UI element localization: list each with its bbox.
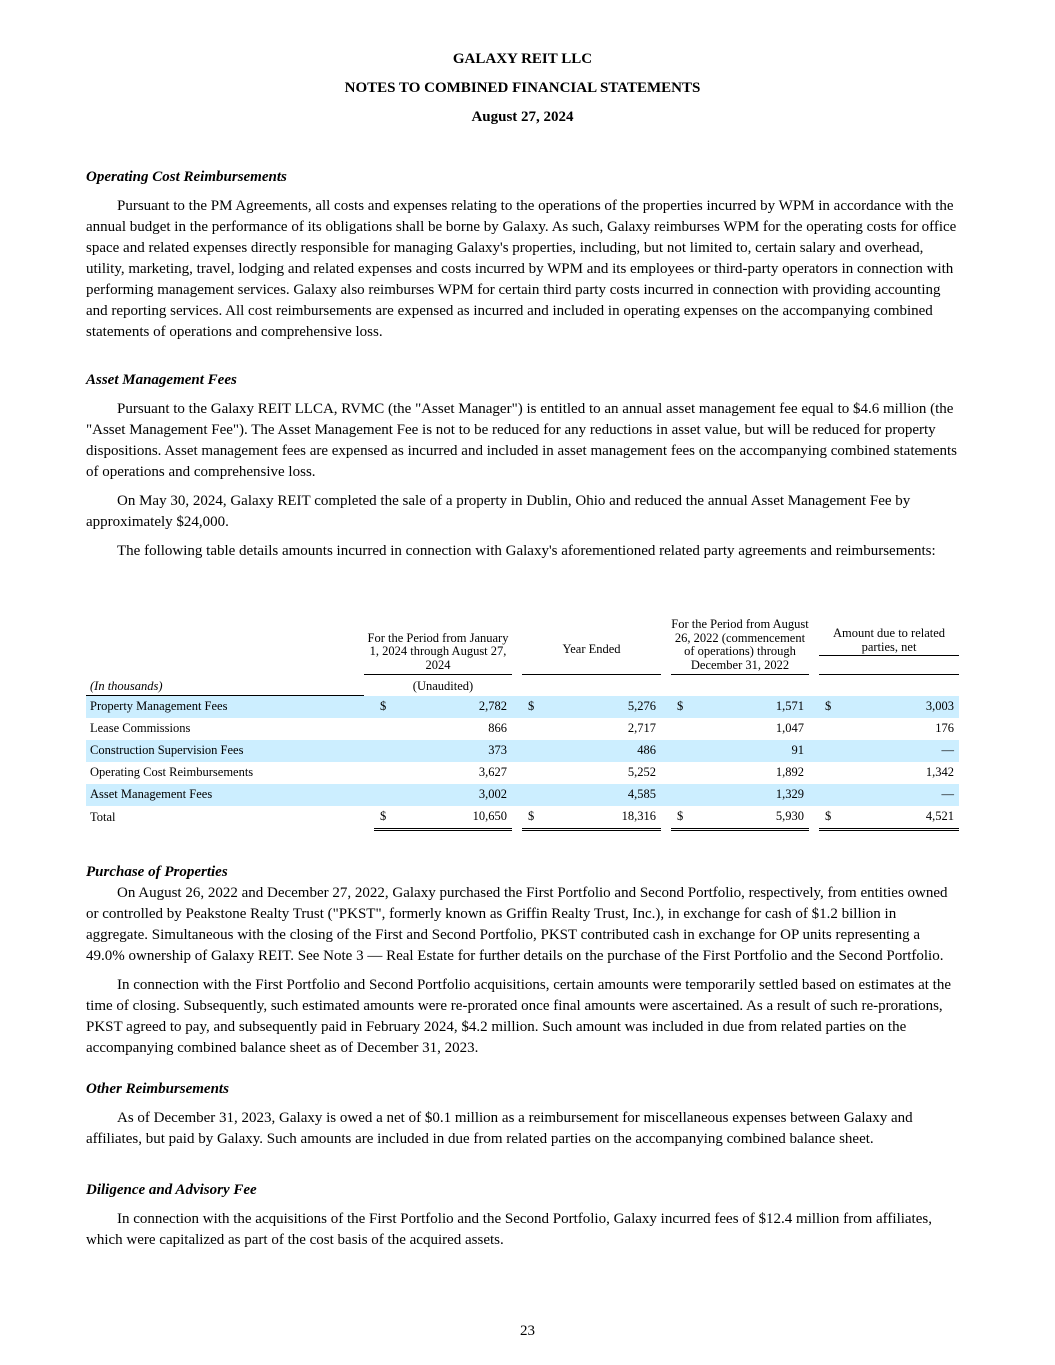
currency-symbol: $ xyxy=(671,696,686,719)
section-other-reimbursements xyxy=(86,1079,959,1150)
section-diligence xyxy=(86,1180,959,1251)
spacer xyxy=(809,784,819,806)
currency-symbol xyxy=(819,762,834,784)
value-cell: 3,003 xyxy=(834,696,959,719)
value-cell: 1,329 xyxy=(686,784,809,806)
value-cell: 10,650 xyxy=(389,806,512,830)
spacer xyxy=(512,806,522,830)
value-cell: 1,892 xyxy=(775,765,804,780)
spacer xyxy=(364,806,374,830)
value-cell: 4,521 xyxy=(834,806,959,830)
paragraph: On August 26, 2022 and December 27, 2022, Galaxy purchased the First Portfolio and Second Portfolio, respectively, from entities owned or controlled by Peakstone Realty Trust ("PKST", formerly known as Griffin Realty Trust, Inc.), in exchange for cash of $1.2 billion in aggregate. Simultaneous with the closing of the First and Second Portfolio, PKST contributed cash in exchange for OP units representing a 49.0% ownership of Galaxy REIT. See Note 3 — Real Estate for further details on the purchase of the First Portfolio and the Second Portfolio. xyxy=(86,885,948,964)
value-cell: 5,930 xyxy=(686,806,809,830)
section-title: Other Reimbursements xyxy=(86,1081,229,1097)
paragraph: In connection with the acquisitions of the First Portfolio and the Second Portfolio, Galaxy incurred fees of $12.4 million from affiliates, which were capitalized as part of the cost basis of the acquired assets. xyxy=(86,1211,932,1248)
table-row xyxy=(86,762,959,784)
value-cell: — xyxy=(834,784,959,806)
currency-symbol: $ xyxy=(522,696,537,719)
spacer xyxy=(809,696,819,719)
spacer xyxy=(364,740,374,762)
section-operating-cost xyxy=(86,167,959,343)
paragraph: In connection with the First Portfolio and Second Portfolio acquisitions, certain amounts were temporarily settled based on estimates at the time of closing. Subsequently, such estimated amounts were re-prorated once final amounts were ascertained. As a result of such re-prorations, PKST agreed to pay, and subsequently paid in February 2024, $4.2 million. Such amount was included in due from related parties on the accompanying combined balance sheet as of December 31, 2023. xyxy=(86,977,951,1056)
paragraph: The following table details amounts incurred in connection with Galaxy's aforementioned related party agreements and reimbursements: xyxy=(117,543,936,559)
spacer xyxy=(661,762,671,784)
value-cell: 1,571 xyxy=(686,696,809,719)
value-cell: 3,002 xyxy=(389,784,512,806)
section-purchase xyxy=(86,862,959,1059)
table-row xyxy=(86,696,959,719)
spacer xyxy=(512,784,522,806)
value-cell: 4,585 xyxy=(537,784,661,806)
unaudited-label: (Unaudited) xyxy=(412,679,474,693)
table-header-row xyxy=(86,618,959,674)
section-title: Purchase of Properties xyxy=(86,864,228,880)
row-label: Property Management Fees xyxy=(86,696,364,719)
units-label: (In thousands) xyxy=(86,675,364,696)
currency-symbol: $ xyxy=(819,696,834,719)
table-row xyxy=(86,784,959,806)
document-date: August 27, 2024 xyxy=(471,109,574,125)
table-row xyxy=(86,740,959,762)
spacer xyxy=(661,740,671,762)
paragraph: Pursuant to the PM Agreements, all costs and expenses relating to the operations of the properties incurred by WPM in accordance with the annual budget in the performance of its obligations shall be borne by Galaxy. As such, Galaxy reimburses WPM for the operating costs for office space and related expenses directly responsible for managing Galaxy's properties, including, but not limited to, certain salary and overhead, utility, marketing, travel, lodging and related expenses and costs incurred by WPM and its employees or third-party operators in connection with performing management services. Galaxy also reimburses WPM for certain third party costs incurred in connection with providing accounting and reporting services. All cost reimbursements are expensed as incurred and included in operating expenses on the accompanying combined statements of operations and comprehensive loss. xyxy=(86,198,957,340)
currency-symbol xyxy=(374,762,389,784)
row-label: Asset Management Fees xyxy=(86,784,364,806)
row-label: Total xyxy=(90,810,116,824)
spacer xyxy=(364,762,374,784)
spacer xyxy=(661,806,671,830)
currency-symbol xyxy=(522,762,537,784)
currency-symbol xyxy=(671,762,686,784)
table-row xyxy=(86,718,959,740)
currency-symbol xyxy=(819,784,834,806)
currency-symbol: $ xyxy=(819,806,834,830)
spacer xyxy=(512,762,522,784)
currency-symbol xyxy=(522,784,537,806)
currency-symbol xyxy=(671,718,686,740)
row-label: Lease Commissions xyxy=(90,721,191,736)
currency-symbol xyxy=(819,740,834,762)
company-name: GALAXY REIT LLC xyxy=(452,51,593,67)
value-cell: 1,047 xyxy=(775,721,804,736)
value-cell: 176 xyxy=(935,721,954,736)
value-cell: 5,252 xyxy=(627,765,656,780)
currency-symbol xyxy=(374,740,389,762)
currency-symbol xyxy=(819,718,834,740)
page-number: 23 xyxy=(520,1323,535,1339)
col-header-amount-due-label: Amount due to related parties, net xyxy=(819,627,959,656)
value-cell: 486 xyxy=(537,740,661,762)
value-cell: 18,316 xyxy=(537,806,661,830)
spacer xyxy=(661,696,671,719)
section-title: Asset Management Fees xyxy=(86,372,237,388)
document-title: NOTES TO COMBINED FINANCIAL STATEMENTS xyxy=(344,80,701,96)
spacer xyxy=(809,806,819,830)
spacer xyxy=(364,718,374,740)
currency-symbol xyxy=(522,718,537,740)
spacer xyxy=(661,784,671,806)
spacer xyxy=(661,718,671,740)
currency-symbol xyxy=(374,718,389,740)
spacer xyxy=(809,718,819,740)
paragraph: Pursuant to the Galaxy REIT LLCA, RVMC (the "Asset Manager") is entitled to an annual asset management fee equal to $4.6 million (the "Asset Management Fee"). The Asset Management Fee is not to be reduced for any reductions in asset value, but will be reduced for property dispositions. Asset management fees are expensed as incurred and included in asset management fees on the accompanying combined statements of operations and comprehensive loss. xyxy=(86,401,957,480)
spacer xyxy=(512,718,522,740)
paragraph: As of December 31, 2023, Galaxy is owed a net of $0.1 million as a reimbursement for miscellaneous expenses between Galaxy and affiliates, but paid by Galaxy. Such amounts are included in due from related parties on the accompanying combined balance sheet. xyxy=(86,1110,913,1147)
spacer xyxy=(512,740,522,762)
col-header-2022: For the Period from August 26, 2022 (commencement of operations) through December 31, 2022 xyxy=(671,617,809,672)
currency-symbol xyxy=(374,784,389,806)
currency-symbol xyxy=(671,740,686,762)
spacer xyxy=(512,696,522,719)
row-label: Operating Cost Reimbursements xyxy=(90,765,254,780)
col-header-2024: For the Period from January 1, 2024 through August 27, 2024 xyxy=(367,630,509,672)
currency-symbol: $ xyxy=(671,806,686,830)
value-cell: 2,782 xyxy=(389,696,512,719)
value-cell: 373 xyxy=(389,740,512,762)
spacer xyxy=(809,740,819,762)
table-total-row xyxy=(86,806,959,830)
value-cell: 91 xyxy=(686,740,809,762)
value-cell: 1,342 xyxy=(925,765,954,780)
spacer xyxy=(809,762,819,784)
currency-symbol xyxy=(522,740,537,762)
value-cell: 5,276 xyxy=(537,696,661,719)
currency-symbol: $ xyxy=(374,806,389,830)
paragraph: On May 30, 2024, Galaxy REIT completed the sale of a property in Dublin, Ohio and reduced the annual Asset Management Fee by approximately $24,000. xyxy=(86,493,911,530)
section-title: Operating Cost Reimbursements xyxy=(86,169,287,185)
col-header-year-ended: Year Ended xyxy=(562,641,621,656)
spacer xyxy=(364,784,374,806)
currency-symbol xyxy=(671,784,686,806)
spacer xyxy=(364,696,374,719)
section-asset-management xyxy=(86,370,959,562)
value-cell: 3,627 xyxy=(478,765,507,780)
currency-symbol: $ xyxy=(374,696,389,719)
related-party-table xyxy=(86,618,959,831)
row-label: Construction Supervision Fees xyxy=(86,740,364,762)
value-cell: — xyxy=(834,740,959,762)
currency-symbol: $ xyxy=(522,806,537,830)
value-cell: 2,717 xyxy=(627,721,656,736)
col-header-amount-due xyxy=(819,618,959,674)
table-units-row xyxy=(86,675,959,696)
value-cell: 866 xyxy=(488,721,507,736)
section-title: Diligence and Advisory Fee xyxy=(86,1182,257,1198)
